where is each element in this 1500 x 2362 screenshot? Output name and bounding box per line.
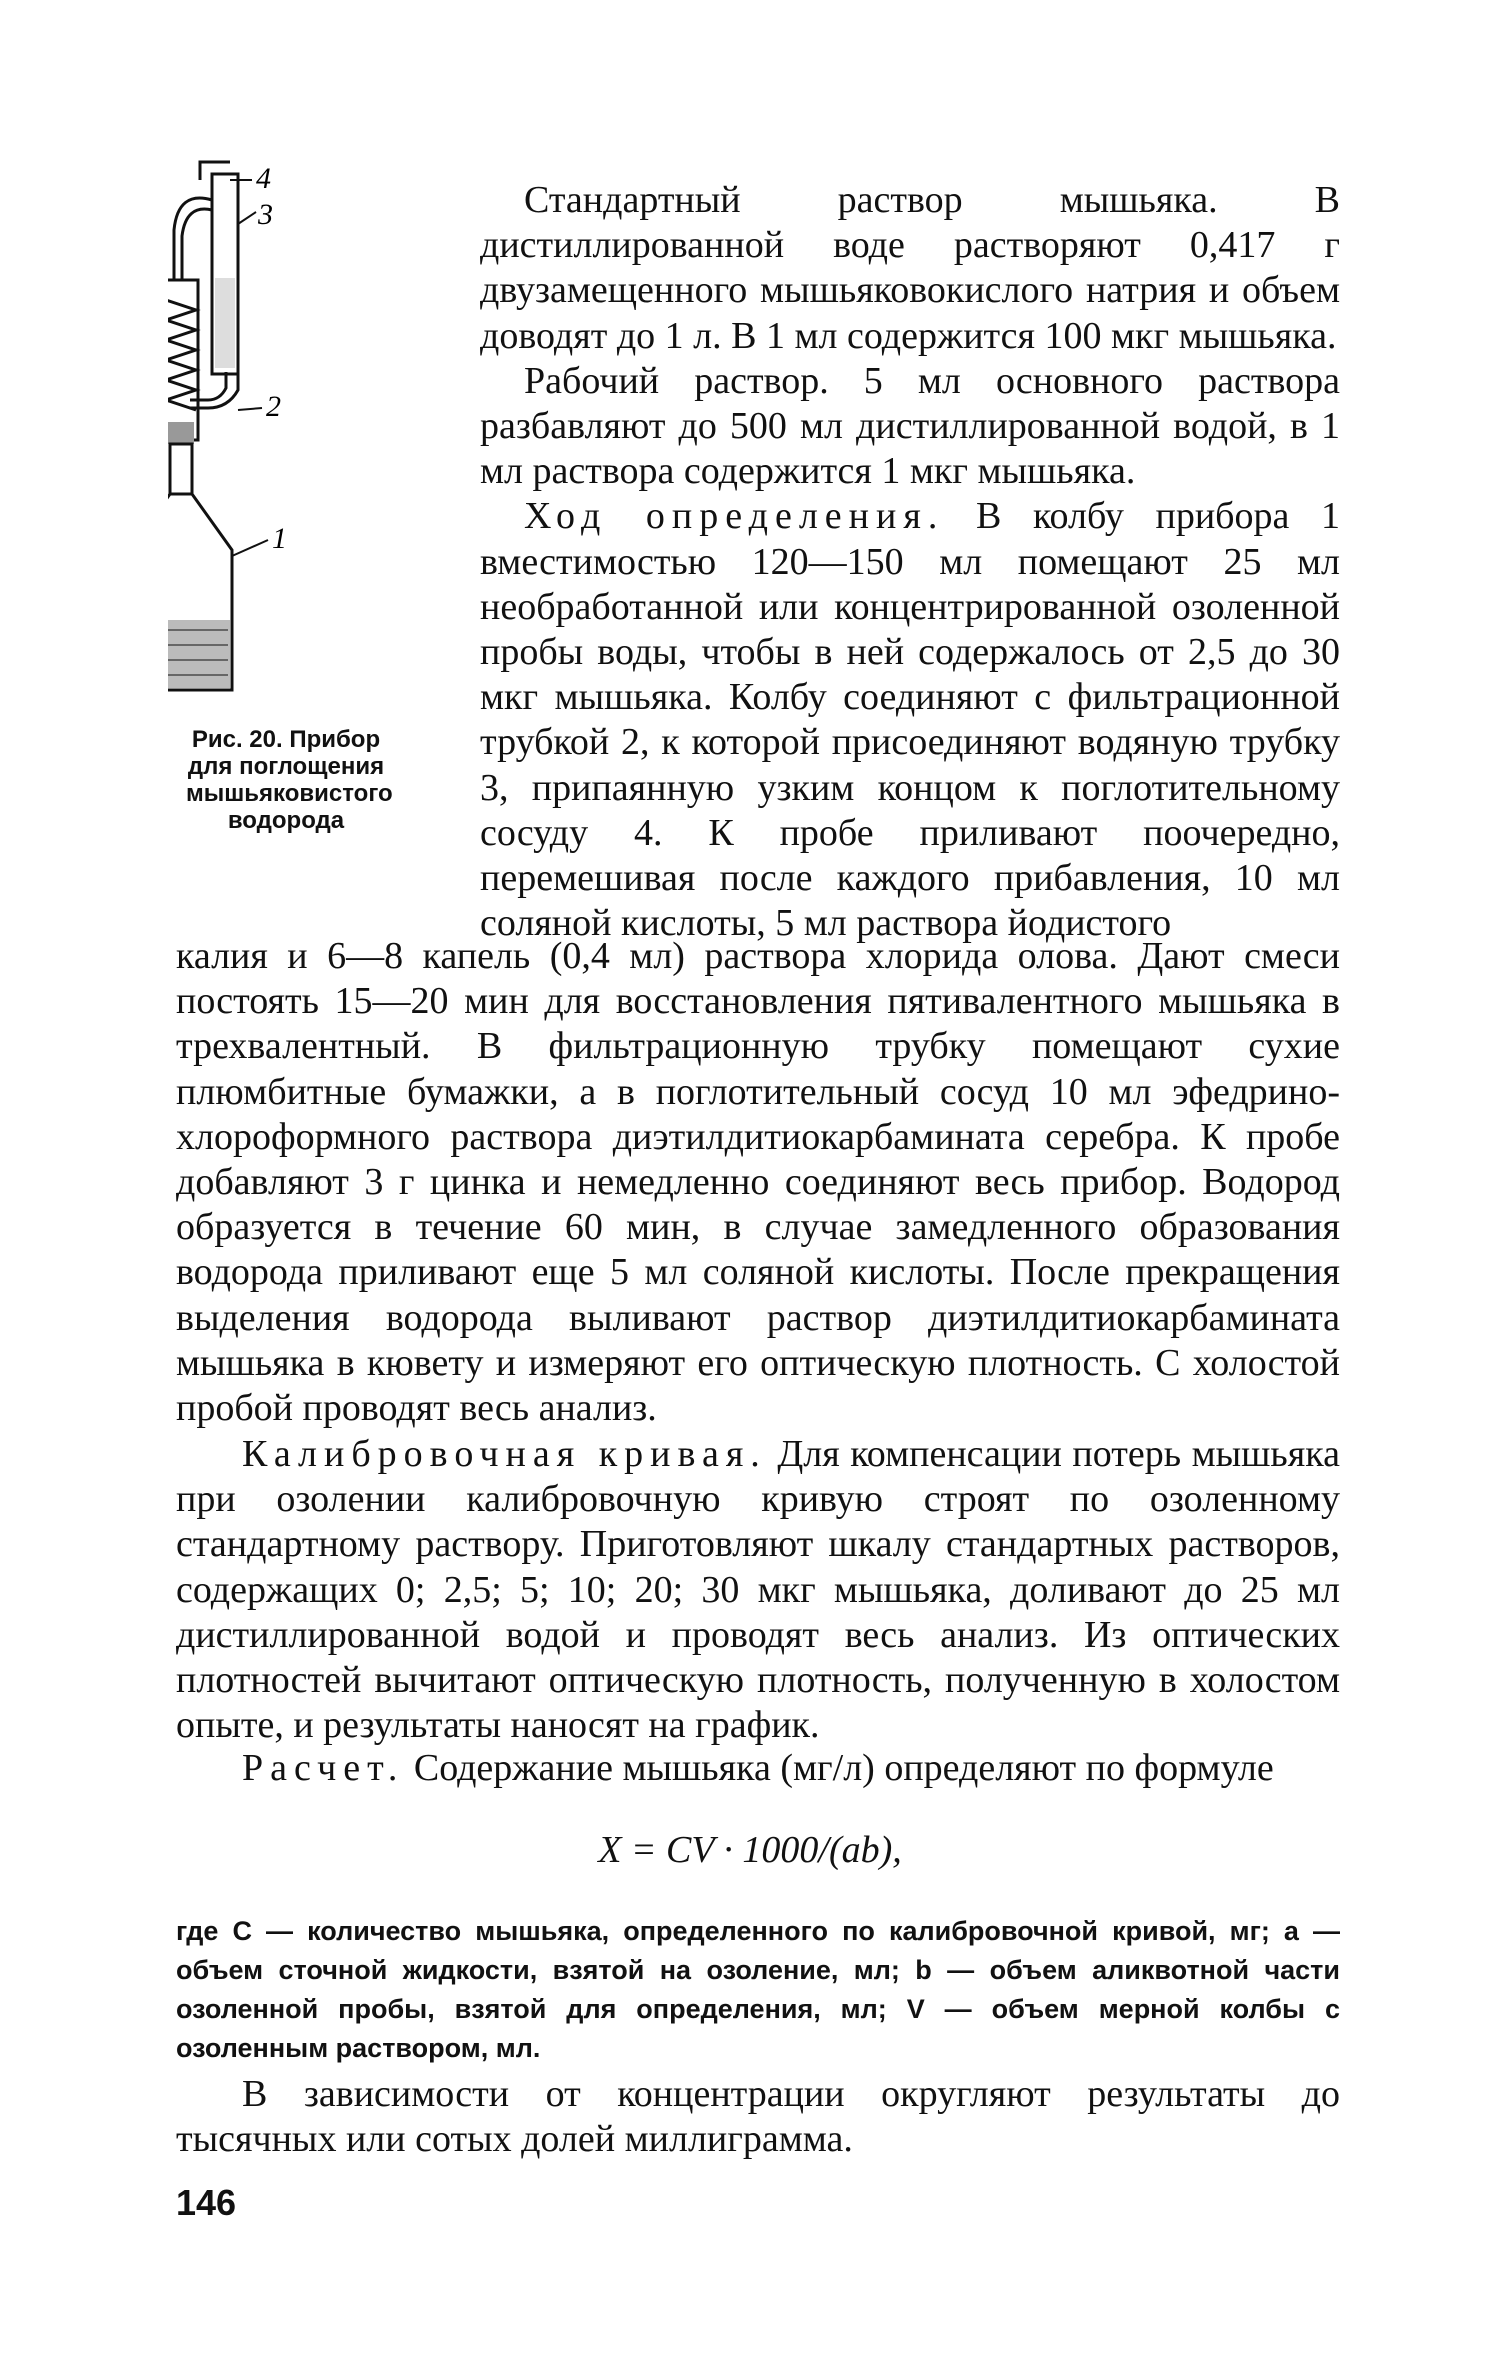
paragraph-calculation	[176, 1746, 1340, 1791]
paragraph-procedure-continued: калия и 6—8 капель (0,4 мл) раствора хлорида олова. Дают смеси постоять 15—20 мин для восстановления пятивалентного мышьяка в трехвалентный. В фильтрационную трубку помещают сухие плюмбитные бумажки, а в поглотительный сосуд 10 мл эфедрино-хлороформного раствора диэтилдитиокарбамината серебра. К пробе добавляют 3 г цинка и немедленно соединяют весь прибор. Водород образуется в течение 60 мин, в случае замедленного образования водорода приливают еще 5 мл соляной кислоты. После прекращения выделения водорода выливают раствор диэтилдитиокарбамината мышьяка в кювету и измеряют его оптическую плотность. С холостой пробой проводят весь анализ.	[176, 935, 1340, 1430]
page-number: 146	[176, 2182, 237, 2223]
apparatus-illustration	[168, 160, 428, 720]
procedure-text: В колбу прибора 1 вместимостью 120—150 мл помещают 25 мл необработанной или концентрированной озоленной пробы воды, чтобы в ней содержалось от 2,5 до 30 мкг мышьяка. Колбу соединяют с фильтрационной трубкой 2, к которой присоединяют водяную трубку 3, припаянную узким концом к поглотительному сосуду 4. К пробе приливают поочередно, перемешивая после каждого прибавления, 10 мл соляной кислоты, 5 мл раствора йодистого	[480, 495, 1341, 945]
paragraph-working-solution: Рабочий раствор. 5 мл основного раствора разбавляют до 500 мл дистиллированной водой, в 1 мл раствора содержится 1 мкг мышьяка.	[480, 359, 1340, 493]
side-column	[480, 178, 1340, 946]
calculation-heading: Расчет.	[242, 1747, 405, 1789]
paragraph-standard-solution: Стандартный раствор мышьяка. В дистиллированной воде растворяют 0,417 г двузамещенного мышьяковокислого натрия и объем доводят до 1 л. В 1 мл содержится 100 мкг мышьяка.	[480, 179, 1340, 357]
calibration-heading: Калибровочная кривая.	[242, 1433, 767, 1475]
procedure-continuation	[176, 934, 1340, 1431]
paragraph-procedure	[480, 494, 1340, 946]
formula-notes: где C — количество мышьяка, определенного по калибровочной кривой, мг; a — объем сточной жидкости, взятой на озоление, мл; b — объем аликвотной части озоленной пробы, взятой для определения, мл; V — объем мерной колбы с озоленным раствором, мл.	[176, 1916, 1340, 2063]
formula-text: X = CV · 1000/(ab),	[598, 1829, 902, 1871]
figure-label-1: 1	[272, 522, 287, 555]
procedure-heading: Ход определения.	[524, 495, 945, 538]
paragraph-final: В зависимости от концентрации округляют результаты до тысячных или сотых долей миллиграмма.	[176, 2073, 1340, 2161]
calculation-text: Содержание мышьяка (мг/л) определяют по формуле	[413, 1747, 1274, 1789]
calculation-section	[176, 1746, 1340, 1791]
figure-20	[168, 160, 428, 834]
calibration-section	[176, 1432, 1340, 1748]
calibration-text: Для компенсации потерь мышьяка при озолении калибровочную кривую строят по озоленному стандартному раствору. Приготовляют шкалу стандартных растворов, содержащих 0; 2,5; 5; 10; 20; 30 мкг мышьяка, доливают до 25 мл дистиллированной водой и проводят весь анализ. Из оптических плотностей вычитают оптическую плотность, полученную в холостом опыте, и результаты наносят на график.	[176, 1433, 1340, 1747]
figure-caption: Рис. 20. Прибор для поглощения мышьяковистого водорода	[186, 726, 393, 834]
paragraph-calibration	[176, 1432, 1340, 1748]
final-section	[176, 2072, 1340, 2162]
figure-label-4: 4	[256, 162, 271, 195]
figure-label-2: 2	[266, 390, 281, 423]
figure-label-3: 3	[258, 198, 273, 231]
formula	[0, 1828, 1500, 1872]
